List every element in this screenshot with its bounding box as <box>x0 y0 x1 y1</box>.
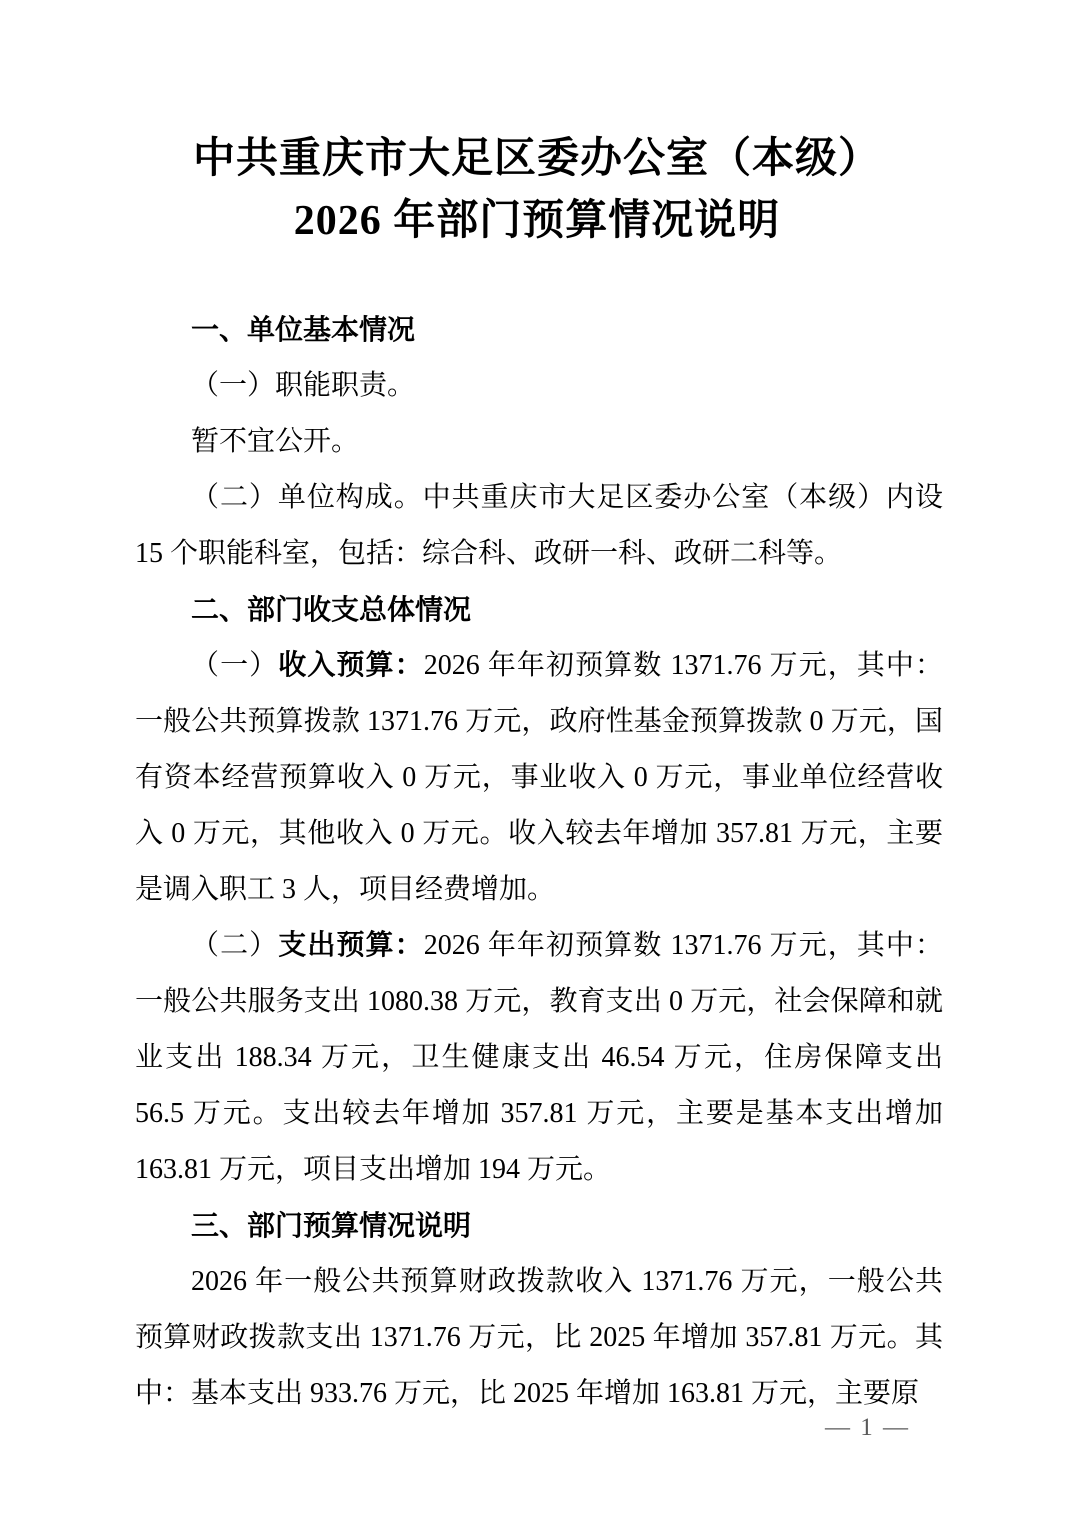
doc-title-line2: 2026 年部门预算情况说明 <box>293 198 781 244</box>
paragraph-text: （一）职能职责。 <box>191 370 416 401</box>
paragraph-lead-text: 收入预算： <box>278 650 424 681</box>
document-body <box>135 302 943 1422</box>
paragraph-text: （二） <box>191 930 279 961</box>
paragraph-text: （一） <box>191 650 279 681</box>
section-heading: 三、部门预算情况说明 <box>191 1210 472 1241</box>
paragraph <box>135 638 943 918</box>
section-heading: 一、单位基本情况 <box>191 314 416 345</box>
section-heading: 二、部门收支总体情况 <box>191 594 472 625</box>
paragraph-text: 暂不宜公开。 <box>191 426 360 457</box>
paragraph <box>135 358 943 414</box>
paragraph <box>135 414 943 470</box>
paragraph-text: （二）单位构成。中共重庆市大足区委办公室（本级）内设 15 个职能科室，包括：综合科、政研一科、政研二科等。 <box>135 482 943 569</box>
section <box>135 302 943 582</box>
section <box>135 582 943 1198</box>
paragraph <box>135 470 943 582</box>
page-number: — 1 — <box>825 1414 910 1441</box>
document-title <box>0 0 1074 252</box>
page-footer <box>825 1414 910 1442</box>
section <box>135 1198 943 1422</box>
paragraph-lead-text: 支出预算： <box>278 930 424 961</box>
doc-title-line1: 中共重庆市大足区委办公室（本级） <box>192 136 881 182</box>
paragraph <box>135 918 943 1198</box>
paragraph-text: 2026 年年初预算数 1371.76 万元，其中：一般公共预算拨款 1371.76 万元，政府性基金预算拨款 0 万元，国有资本经营预算收入 0 万元，事业收入 0 万元，事业单位经营收入 0 万元，其他收入 0 万元。收入较去年增加 357.81 万元，主要是调入职工 3 人，项目经费增加。 <box>135 650 943 905</box>
paragraph <box>135 1254 943 1422</box>
paragraph-text: 2026 年一般公共预算财政拨款收入 1371.76 万元，一般公共预算财政拨款支出 1371.76 万元，比 2025 年增加 357.81 万元。其中：基本支出 933.76 万元，比 2025 年增加 163.81 万元，主要原 <box>135 1266 943 1409</box>
paragraph-text: 2026 年年初预算数 1371.76 万元，其中：一般公共服务支出 1080.38 万元，教育支出 0 万元，社会保障和就业支出 188.34 万元，卫生健康支出 46.54 万元，住房保障支出 56.5 万元。支出较去年增加 357.81 万元，主要是基本支出增加 163.81 万元，项目支出增加 194 万元。 <box>135 930 943 1185</box>
